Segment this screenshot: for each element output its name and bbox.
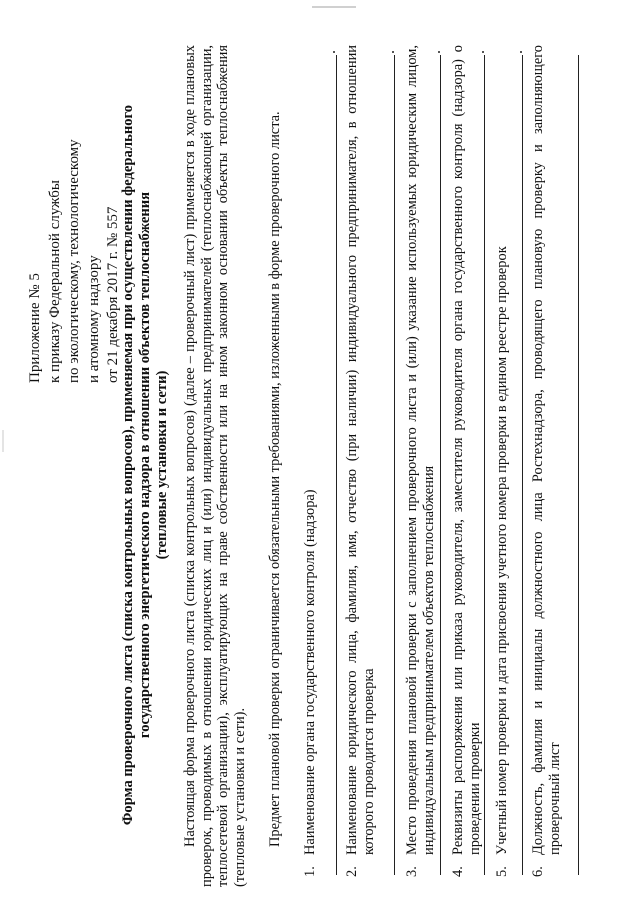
form-item-6 bbox=[530, 45, 563, 877]
item-number: 2. bbox=[344, 866, 360, 877]
item-number: 5. bbox=[494, 866, 510, 877]
appendix-header bbox=[26, 43, 124, 383]
line-end-mark bbox=[333, 51, 335, 53]
document-title bbox=[120, 65, 171, 865]
intro-paragraph: Настоящая форма проверочного листа (списка контрольных вопросов) (далее – проверочный лист) применяется в ходе плановых проверок, проводимых в отношении юридических лиц и (или) индивидуальных предпринимателей (теплоснабжающей организации, теплосетевой организации), эксплуатирующих на праве собственности или на ином законном основании объекты теплоснабжения (тепловые установки и сети). bbox=[182, 45, 248, 887]
item-number: 4. bbox=[450, 866, 466, 877]
appendix-date-line: от 21 декабря 2017 г. № 557 bbox=[105, 206, 121, 383]
fill-line-1 bbox=[336, 55, 337, 875]
appendix-order-line: к приказу Федеральной службы bbox=[46, 179, 63, 383]
fill-line-3 bbox=[440, 55, 441, 875]
fill-line-4 bbox=[484, 55, 485, 875]
item-text: Место проведения плановой проверки с заполнением проверочного листа и (или) указание используемых юридическим лицом, индивидуальным предпринимателем объектов теплоснабжения bbox=[404, 45, 437, 855]
appendix-service-line-2: и атомному надзору bbox=[85, 255, 102, 383]
item-text: Должность, фамилия и инициалы должностного лица Ростехнадзора, проводящего плановую проверку и заполняющего проверочный лист bbox=[530, 45, 563, 855]
appendix-number: Приложение № 5 bbox=[27, 273, 43, 383]
fill-line-5 bbox=[522, 55, 523, 875]
form-item-3 bbox=[404, 45, 437, 877]
title-line-1: Форма проверочного листа (списка контрольных вопросов), применяемая при осуществлении федерального bbox=[120, 104, 136, 826]
line-end-mark bbox=[482, 51, 484, 53]
form-item-2 bbox=[344, 45, 377, 877]
form-item-1 bbox=[302, 45, 319, 877]
line-end-mark bbox=[438, 51, 440, 53]
scope-paragraph: Предмет плановой проверки ограничивается обязательными требованиями, изложенными в форме проверочного листа. bbox=[267, 111, 283, 847]
item-number: 1. bbox=[302, 866, 318, 877]
appendix-service-line-1: по экологическому, технологическому bbox=[66, 139, 82, 383]
title-line-2: государственного энергетического надзора в отношении объектов теплоснабжения bbox=[137, 191, 153, 739]
line-end-mark bbox=[392, 51, 394, 53]
item-text: Реквизиты распоряжения или приказа руководителя, заместителя руководителя органа государственного контроля (надзора) о проведении проверки bbox=[450, 45, 483, 855]
fill-line-2 bbox=[394, 55, 395, 875]
item-number: 6. bbox=[530, 866, 546, 877]
form-item-4 bbox=[450, 45, 483, 877]
fill-line-6 bbox=[578, 55, 579, 875]
form-item-5 bbox=[494, 45, 511, 877]
item-text: Учетный номер проверки и дата присвоения учетного номера проверки в едином реестре проверок bbox=[494, 246, 510, 855]
line-end-mark bbox=[520, 51, 522, 53]
title-line-3: (тепловые установки и сети) bbox=[154, 370, 170, 560]
item-text: Наименование юридического лица, фамилия, имя, отчество (при наличии) индивидуального предпринимателя, в отношении которого проводится проверка bbox=[344, 45, 377, 855]
item-number: 3. bbox=[404, 866, 420, 877]
item-text: Наименование органа государственного контроля (надзора) bbox=[302, 489, 318, 855]
